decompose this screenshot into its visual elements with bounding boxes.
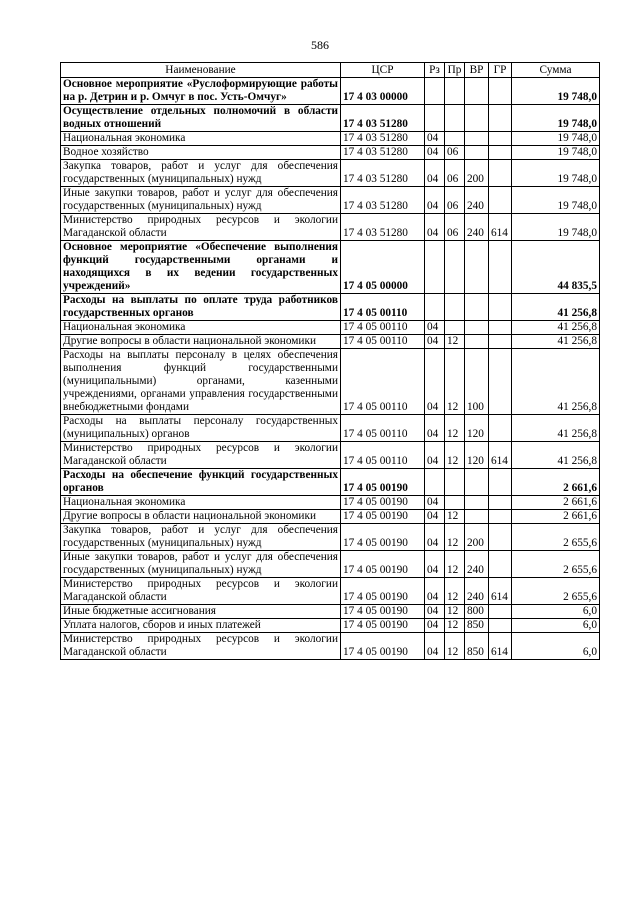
cell-name: Национальная экономика	[61, 496, 341, 510]
cell-gr	[489, 321, 512, 335]
cell-csr: 17 4 03 51280	[341, 187, 425, 214]
cell-pr	[445, 132, 465, 146]
cell-pr: 12	[445, 349, 465, 415]
cell-sum: 41 256,8	[512, 335, 600, 349]
cell-sum: 41 256,8	[512, 442, 600, 469]
cell-gr	[489, 160, 512, 187]
cell-vr: 120	[465, 415, 489, 442]
cell-pr: 06	[445, 214, 465, 241]
cell-sum: 41 256,8	[512, 415, 600, 442]
cell-rz: 04	[425, 187, 445, 214]
cell-rz	[425, 78, 445, 105]
cell-pr: 12	[445, 633, 465, 660]
cell-name: Национальная экономика	[61, 321, 341, 335]
cell-csr: 17 4 03 00000	[341, 78, 425, 105]
cell-rz	[425, 294, 445, 321]
header-name: Наименование	[61, 63, 341, 78]
cell-csr: 17 4 05 00190	[341, 605, 425, 619]
cell-csr: 17 4 05 00190	[341, 578, 425, 605]
cell-csr: 17 4 05 00190	[341, 510, 425, 524]
cell-rz: 04	[425, 605, 445, 619]
header-pr: Пр	[445, 63, 465, 78]
cell-pr	[445, 321, 465, 335]
cell-pr: 12	[445, 619, 465, 633]
cell-gr	[489, 187, 512, 214]
table-row	[61, 105, 600, 132]
header-sum: Сумма	[512, 63, 600, 78]
cell-gr	[489, 469, 512, 496]
cell-vr: 240	[465, 187, 489, 214]
cell-rz: 04	[425, 349, 445, 415]
cell-csr: 17 4 05 00110	[341, 294, 425, 321]
cell-name: Министерство природных ресурсов и экологии Магаданской области	[61, 633, 341, 660]
cell-name: Министерство природных ресурсов и экологии Магаданской области	[61, 442, 341, 469]
cell-name: Осуществление отдельных полномочий в области водных отношений	[61, 105, 341, 132]
table-row	[61, 241, 600, 294]
cell-vr	[465, 510, 489, 524]
cell-csr: 17 4 05 00190	[341, 469, 425, 496]
cell-csr: 17 4 03 51280	[341, 146, 425, 160]
table-row	[61, 321, 600, 335]
cell-sum: 2 655,6	[512, 524, 600, 551]
cell-sum: 19 748,0	[512, 146, 600, 160]
cell-gr	[489, 524, 512, 551]
cell-sum: 2 661,6	[512, 496, 600, 510]
cell-vr: 240	[465, 551, 489, 578]
cell-gr	[489, 335, 512, 349]
page-number: 586	[311, 38, 329, 52]
cell-csr: 17 4 05 00000	[341, 241, 425, 294]
cell-csr: 17 4 05 00110	[341, 335, 425, 349]
cell-csr: 17 4 03 51280	[341, 105, 425, 132]
cell-pr: 06	[445, 146, 465, 160]
cell-rz: 04	[425, 442, 445, 469]
cell-pr	[445, 294, 465, 321]
cell-gr	[489, 415, 512, 442]
cell-sum: 2 655,6	[512, 578, 600, 605]
cell-csr: 17 4 05 00110	[341, 349, 425, 415]
cell-gr	[489, 132, 512, 146]
cell-sum: 41 256,8	[512, 349, 600, 415]
cell-rz: 04	[425, 524, 445, 551]
cell-csr: 17 4 05 00190	[341, 633, 425, 660]
header-gr: ГР	[489, 63, 512, 78]
table-row	[61, 469, 600, 496]
cell-name: Министерство природных ресурсов и экологии Магаданской области	[61, 578, 341, 605]
cell-name: Основное мероприятие «Обеспечение выполнения функций государственными органами и находящихся в их ведении государственных учреждений»	[61, 241, 341, 294]
cell-vr: 850	[465, 619, 489, 633]
cell-pr: 12	[445, 551, 465, 578]
cell-sum: 41 256,8	[512, 321, 600, 335]
cell-vr	[465, 146, 489, 160]
table-row	[61, 605, 600, 619]
table-row	[61, 578, 600, 605]
table-row	[61, 132, 600, 146]
cell-csr: 17 4 05 00110	[341, 321, 425, 335]
cell-csr: 17 4 05 00110	[341, 415, 425, 442]
table-body	[61, 78, 600, 660]
budget-table	[60, 62, 600, 660]
cell-rz: 04	[425, 510, 445, 524]
cell-vr	[465, 105, 489, 132]
cell-name: Уплата налогов, сборов и иных платежей	[61, 619, 341, 633]
cell-pr: 12	[445, 335, 465, 349]
header-rz: Рз	[425, 63, 445, 78]
cell-gr	[489, 294, 512, 321]
cell-vr: 120	[465, 442, 489, 469]
cell-pr: 06	[445, 160, 465, 187]
cell-gr: 614	[489, 578, 512, 605]
cell-rz: 04	[425, 496, 445, 510]
cell-name: Иные закупки товаров, работ и услуг для обеспечения государственных (муниципальных) нужд	[61, 187, 341, 214]
cell-vr: 200	[465, 160, 489, 187]
cell-name: Закупка товаров, работ и услуг для обеспечения государственных (муниципальных) нужд	[61, 160, 341, 187]
cell-gr	[489, 496, 512, 510]
cell-rz	[425, 241, 445, 294]
header-vr: ВР	[465, 63, 489, 78]
cell-rz: 04	[425, 551, 445, 578]
cell-sum: 19 748,0	[512, 160, 600, 187]
cell-vr: 100	[465, 349, 489, 415]
cell-gr	[489, 78, 512, 105]
cell-vr: 240	[465, 214, 489, 241]
cell-pr: 12	[445, 605, 465, 619]
cell-vr	[465, 469, 489, 496]
cell-pr: 12	[445, 510, 465, 524]
cell-sum: 2 655,6	[512, 551, 600, 578]
table-row	[61, 294, 600, 321]
cell-rz: 04	[425, 633, 445, 660]
cell-vr	[465, 132, 489, 146]
cell-rz: 04	[425, 132, 445, 146]
table-row	[61, 78, 600, 105]
cell-rz: 04	[425, 321, 445, 335]
cell-csr: 17 4 05 00190	[341, 524, 425, 551]
table-row	[61, 442, 600, 469]
cell-vr: 200	[465, 524, 489, 551]
cell-vr	[465, 335, 489, 349]
cell-pr	[445, 469, 465, 496]
table-row	[61, 214, 600, 241]
cell-gr	[489, 510, 512, 524]
cell-csr: 17 4 05 00190	[341, 619, 425, 633]
table-row	[61, 146, 600, 160]
cell-pr: 12	[445, 442, 465, 469]
cell-sum: 6,0	[512, 619, 600, 633]
cell-csr: 17 4 05 00110	[341, 442, 425, 469]
cell-csr: 17 4 03 51280	[341, 132, 425, 146]
cell-gr	[489, 349, 512, 415]
header-csr: ЦСР	[341, 63, 425, 78]
cell-sum: 2 661,6	[512, 510, 600, 524]
cell-pr	[445, 496, 465, 510]
table-row	[61, 160, 600, 187]
cell-name: Министерство природных ресурсов и экологии Магаданской области	[61, 214, 341, 241]
cell-gr	[489, 241, 512, 294]
table-header-row	[61, 63, 600, 78]
cell-name: Национальная экономика	[61, 132, 341, 146]
cell-sum: 6,0	[512, 633, 600, 660]
cell-pr: 12	[445, 578, 465, 605]
cell-rz	[425, 469, 445, 496]
cell-gr	[489, 605, 512, 619]
cell-csr: 17 4 03 51280	[341, 214, 425, 241]
cell-gr: 614	[489, 633, 512, 660]
cell-gr: 614	[489, 442, 512, 469]
cell-name: Расходы на обеспечение функций государственных органов	[61, 469, 341, 496]
cell-pr	[445, 78, 465, 105]
cell-rz: 04	[425, 214, 445, 241]
cell-gr	[489, 619, 512, 633]
cell-vr: 240	[465, 578, 489, 605]
cell-sum: 6,0	[512, 605, 600, 619]
cell-sum: 19 748,0	[512, 214, 600, 241]
table-row	[61, 496, 600, 510]
cell-name: Иные бюджетные ассигнования	[61, 605, 341, 619]
table-row	[61, 187, 600, 214]
cell-sum: 19 748,0	[512, 105, 600, 132]
cell-rz: 04	[425, 415, 445, 442]
cell-rz: 04	[425, 160, 445, 187]
cell-csr: 17 4 05 00190	[341, 496, 425, 510]
cell-rz: 04	[425, 578, 445, 605]
cell-pr: 12	[445, 415, 465, 442]
cell-vr	[465, 496, 489, 510]
cell-sum: 2 661,6	[512, 469, 600, 496]
cell-rz	[425, 105, 445, 132]
cell-name: Иные закупки товаров, работ и услуг для обеспечения государственных (муниципальных) нужд	[61, 551, 341, 578]
table-row	[61, 335, 600, 349]
table-row	[61, 510, 600, 524]
cell-gr: 614	[489, 214, 512, 241]
cell-name: Расходы на выплаты персоналу в целях обеспечения выполнения функций государственными (муниципальными) органами, казенными учреждениями, органами управления государственными внебюджетными фондами	[61, 349, 341, 415]
cell-vr	[465, 294, 489, 321]
cell-name: Расходы на выплаты персоналу государственных (муниципальных) органов	[61, 415, 341, 442]
cell-sum: 41 256,8	[512, 294, 600, 321]
cell-rz: 04	[425, 619, 445, 633]
cell-pr	[445, 241, 465, 294]
cell-pr: 06	[445, 187, 465, 214]
cell-gr	[489, 105, 512, 132]
cell-pr	[445, 105, 465, 132]
cell-gr	[489, 551, 512, 578]
table-row	[61, 633, 600, 660]
cell-vr: 800	[465, 605, 489, 619]
cell-name: Основное мероприятие «Руслоформирующие работы на р. Детрин и р. Омчуг в пос. Усть-Омчуг»	[61, 78, 341, 105]
cell-vr	[465, 241, 489, 294]
cell-sum: 19 748,0	[512, 132, 600, 146]
cell-csr: 17 4 03 51280	[341, 160, 425, 187]
table-row	[61, 524, 600, 551]
table-row	[61, 415, 600, 442]
cell-name: Закупка товаров, работ и услуг для обеспечения государственных (муниципальных) нужд	[61, 524, 341, 551]
cell-name: Другие вопросы в области национальной экономики	[61, 335, 341, 349]
table-row	[61, 551, 600, 578]
cell-vr	[465, 321, 489, 335]
table-row	[61, 349, 600, 415]
cell-vr	[465, 78, 489, 105]
cell-rz: 04	[425, 335, 445, 349]
cell-sum: 19 748,0	[512, 78, 600, 105]
cell-sum: 19 748,0	[512, 187, 600, 214]
cell-sum: 44 835,5	[512, 241, 600, 294]
cell-pr: 12	[445, 524, 465, 551]
cell-rz: 04	[425, 146, 445, 160]
cell-gr	[489, 146, 512, 160]
cell-name: Другие вопросы в области национальной экономики	[61, 510, 341, 524]
cell-vr: 850	[465, 633, 489, 660]
cell-csr: 17 4 05 00190	[341, 551, 425, 578]
table-row	[61, 619, 600, 633]
cell-name: Расходы на выплаты по оплате труда работников государственных органов	[61, 294, 341, 321]
cell-name: Водное хозяйство	[61, 146, 341, 160]
